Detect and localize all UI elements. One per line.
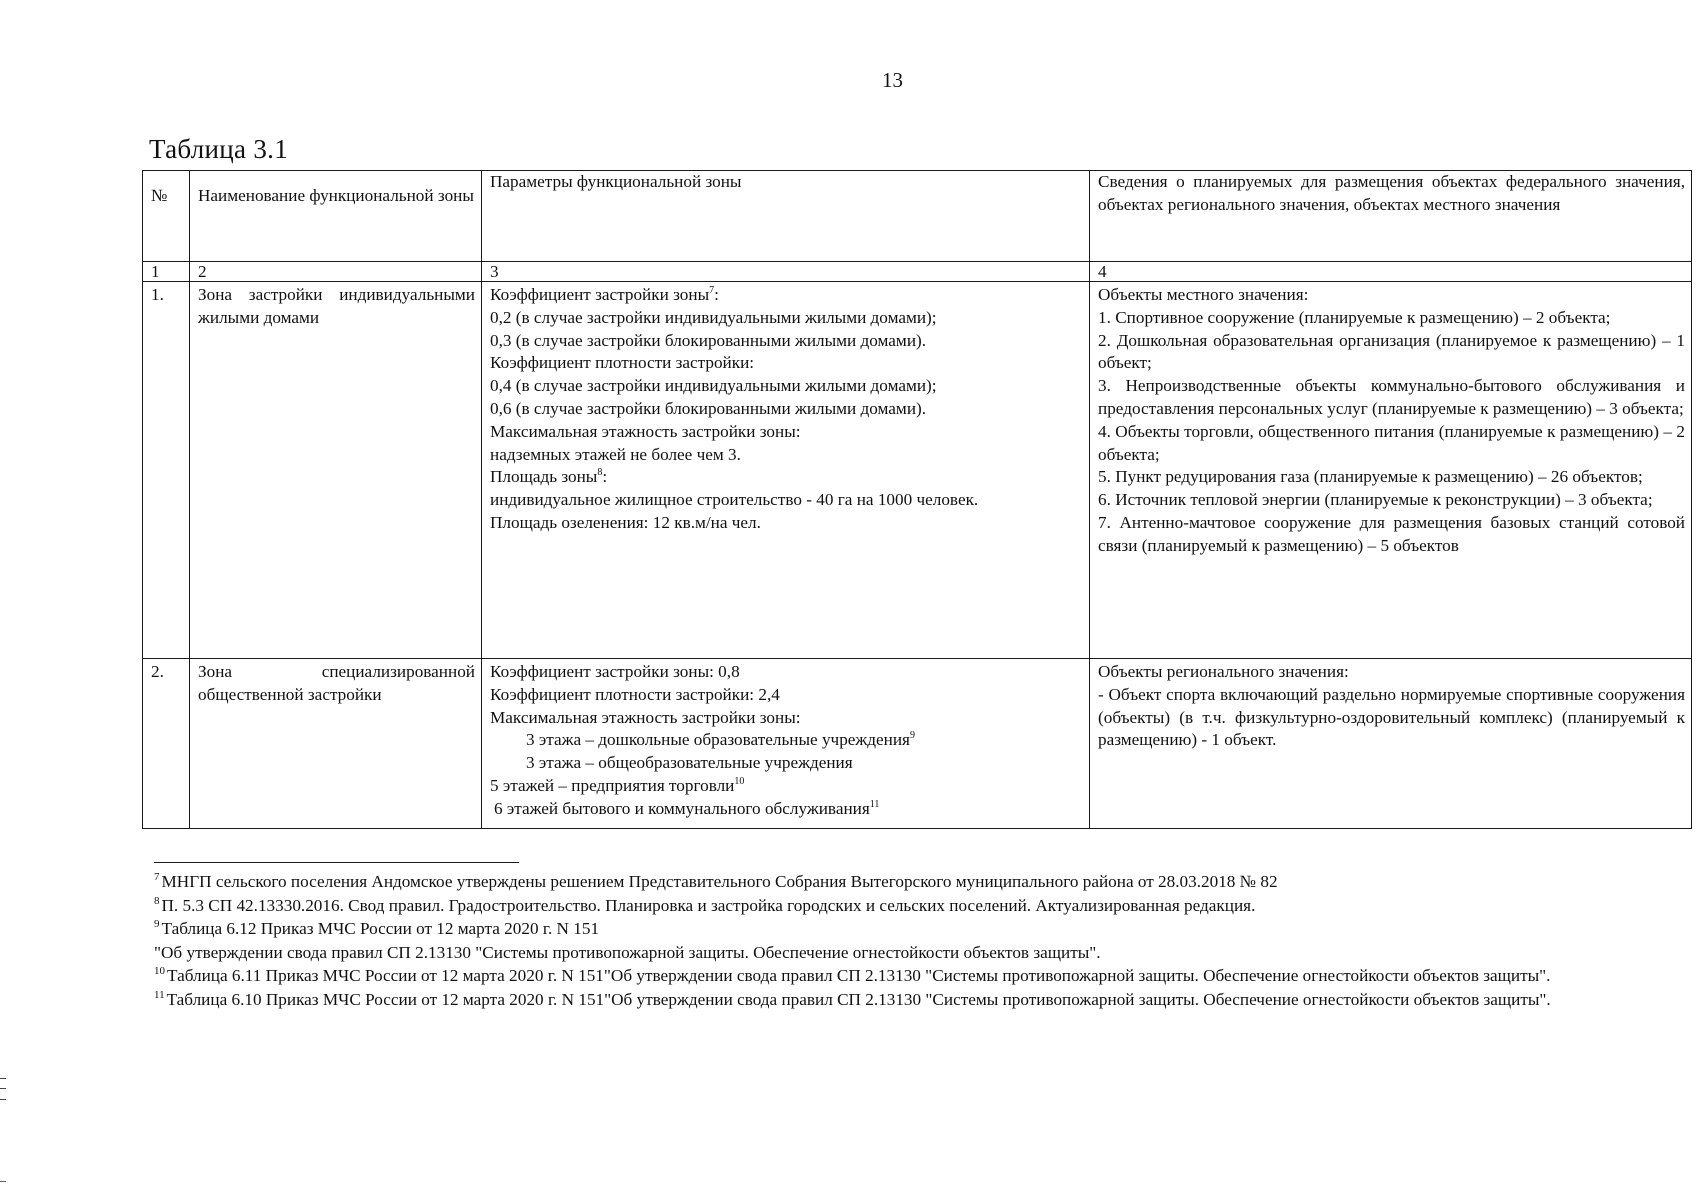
footnote-7: $^7$ МНГП сельского поселения Андомское утверждены решением Представительного Собрания Вытегорского муниципального района от 28.03.2018 № 82: [154, 871, 1278, 891]
param-line: 6 этажей бытового и коммунального обслуживания$^{11}$: [494, 798, 880, 818]
objects-heading: Объекты регионального значения:: [1098, 662, 1349, 681]
list-item: 6. Источник тепловой энергии (планируемые к реконструкции) – 3 объекта;: [1098, 490, 1653, 510]
param-line: 3 этажа – дошкольные образовательные учреждения$^9$: [526, 730, 915, 750]
column-number-4: 4: [1090, 262, 1692, 282]
zone-params: [482, 659, 1090, 829]
list-item: 5. Пункт редуцирования газа (планируемые к размещению) – 26 объектов;: [1098, 467, 1643, 487]
header-num: №: [143, 171, 190, 262]
column-number-3: 3: [482, 262, 1090, 282]
footnote-ref: 11: [869, 798, 880, 810]
header-zone-params: Параметры функциональной зоны: [482, 171, 1090, 262]
param-line: 5 этажей – предприятия торговли$^{10}$: [490, 775, 745, 795]
planned-objects: [1090, 659, 1692, 829]
table-header-row: [143, 171, 1692, 262]
param-line: Площадь зоны$^8$:: [490, 467, 608, 487]
list-item: 2. Дошкольная образовательная организация (планируемое к размещению) – 1 объект;: [1098, 330, 1685, 373]
column-number-1: 1: [143, 262, 190, 282]
param-line: Максимальная этажность застройки зоны:: [490, 707, 801, 727]
edge-mark: [0, 1181, 6, 1182]
page-number: 13: [882, 68, 903, 92]
footnote-ref: 8: [597, 467, 603, 479]
footnote-ref: 10: [734, 775, 745, 787]
footnote-10: $^{10}$ Таблица 6.11 Приказ МЧС России от 12 марта 2020 г. N 151"Об утверждении свода правил СП 2.13130 "Системы противопожарной защиты. Обеспечение огнестойкости объектов защиты".: [154, 965, 1551, 986]
param-line: Площадь озеленения: 12 кв.м/на чел.: [490, 512, 761, 532]
param-line: Коэффициент плотности застройки:: [490, 353, 755, 373]
row-num: 1.: [143, 282, 190, 659]
param-line: Коэффициент застройки зоны$^7$:: [490, 285, 719, 304]
column-number-2: 2: [190, 262, 482, 282]
param-line: Максимальная этажность застройки зоны:: [490, 421, 801, 441]
footnote-9-continued: "Об утверждении свода правил СП 2.13130 "Системы противопожарной защиты. Обеспечение огнестойкости объектов защиты".: [154, 942, 1101, 962]
table-row: [143, 659, 1692, 829]
zone-name: Зона специализированной общественной застройки: [190, 659, 482, 829]
header-zone-name: Наименование функциональной зоны: [190, 171, 482, 262]
footnote-8: $^8$ П. 5.3 СП 42.13330.2016. Свод правил. Градостроительство. Планировка и застройка городских и сельских поселений. Актуализированная редакция.: [154, 894, 1256, 915]
footnote-11: $^{11}$ Таблица 6.10 Приказ МЧС России от 12 марта 2020 г. N 151"Об утверждении свода правил СП 2.13130 "Системы противопожарной защиты. Обеспечение огнестойкости объектов защиты".: [154, 988, 1551, 1009]
list-item: 7. Антенно-мачтовое сооружение для размещения базовых станций сотовой связи (планируемый к размещению) – 5 объектов: [1098, 512, 1685, 555]
param-line: Коэффициент плотности застройки: 2,4: [490, 684, 780, 704]
param-line: 0,2 (в случае застройки индивидуальными жилыми домами);: [490, 307, 937, 327]
table-row: [143, 282, 1692, 659]
column-number-row: [143, 262, 1692, 282]
param-line: 0,4 (в случае застройки индивидуальными жилыми домами);: [490, 376, 937, 396]
table-caption: Таблица 3.1: [149, 134, 289, 164]
param-line: 3 этажа – общеобразовательные учреждения: [526, 753, 853, 773]
row-num: 2.: [143, 659, 190, 829]
list-item: 3. Непроизводственные объекты коммунально-бытового обслуживания и предоставления персональных услуг (планируемые к размещению) – 3 объекта;: [1098, 376, 1685, 418]
footnote-separator: [154, 862, 519, 863]
binding-margin-mark: [0, 1078, 6, 1100]
footnote-ref: 9: [909, 730, 915, 742]
functional-zones-table: [142, 170, 1692, 829]
param-line: 0,3 (в случае застройки блокированными жилыми домами).: [490, 330, 927, 350]
param-line: надземных этажей не более чем 3.: [490, 444, 741, 464]
planned-objects: [1090, 282, 1692, 659]
header-planned-objects: Сведения о планируемых для размещения объектах федерального значения, объектах регионального значения, объектах местного значения: [1090, 171, 1692, 262]
footnote-9: $^9$ Таблица 6.12 Приказ МЧС России от 12 марта 2020 г. N 151: [154, 918, 600, 939]
footnote-ref: 7: [709, 285, 715, 296]
param-line: Коэффициент застройки зоны: 0,8: [490, 662, 740, 681]
list-item: 4. Объекты торговли, общественного питания (планируемые к размещению) – 2 объекта;: [1098, 421, 1685, 464]
objects-heading: Объекты местного значения:: [1098, 285, 1309, 304]
footnotes: [154, 870, 1654, 1012]
zone-name: Зона застройки индивидуальными жилыми домами: [190, 282, 482, 659]
list-item: 1. Спортивное сооружение (планируемые к размещению) – 2 объекта;: [1098, 307, 1611, 327]
zone-params: [482, 282, 1090, 659]
param-line: индивидуальное жилищное строительство - 40 га на 1000 человек.: [490, 490, 979, 510]
list-item: - Объект спорта включающий раздельно нормируемые спортивные сооружения (объекты) (в т.ч. физкультурно-оздоровительный комплекс) (планируемый к размещению) - 1 объект.: [1098, 684, 1685, 750]
param-line: 0,6 (в случае застройки блокированными жилыми домами).: [490, 398, 927, 418]
